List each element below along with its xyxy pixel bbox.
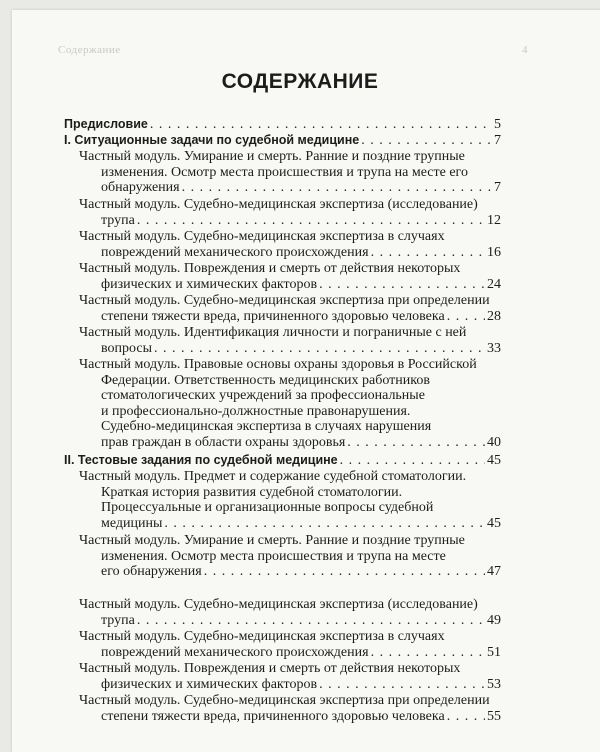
toc-entry-text: Частный модуль. Судебно-медицинская экспертиза (исследование) — [79, 197, 478, 212]
toc-entry-text: изменения. Осмотр места происшествия и трупа на месте его — [101, 164, 468, 180]
toc-entry-text: обнаружения — [101, 180, 180, 196]
toc-section-entry[interactable] — [64, 453, 501, 469]
toc-page-number: 33 — [487, 340, 501, 356]
toc-module-entry[interactable] — [79, 325, 501, 356]
toc-module-entry[interactable] — [79, 149, 501, 196]
toc-leader-dots — [319, 677, 485, 693]
toc-entry-text: стоматологических учреждений за профессиональные — [101, 388, 425, 404]
toc-page-number: 47 — [487, 564, 501, 580]
toc-entry-text: повреждений механического происхождения — [101, 244, 369, 260]
show-through-page-number: 4 — [522, 44, 528, 56]
show-through-header-text: Содержание — [58, 44, 121, 56]
toc-module-entry[interactable] — [79, 469, 501, 531]
toc-leader-dots — [204, 564, 485, 580]
toc-page-number: 51 — [487, 644, 501, 660]
toc-page-number: 28 — [487, 308, 501, 324]
toc-module-entry[interactable] — [79, 293, 501, 324]
toc-entry-text: степени тяжести вреда, причиненного здоровью человека — [101, 708, 445, 724]
toc-section-entry[interactable] — [64, 117, 501, 133]
toc-entry-text: Предисловие — [64, 117, 148, 131]
toc-leader-dots — [447, 709, 485, 725]
toc-leader-dots — [154, 341, 485, 357]
toc-entry-text: Частный модуль. Повреждения и смерть от действия некоторых — [79, 261, 461, 276]
toc-leader-dots — [137, 213, 485, 229]
toc-leader-dots — [150, 117, 492, 133]
toc-leader-dots — [371, 245, 485, 261]
toc-entry-text: Частный модуль. Умирание и смерть. Ранние и поздние трупные — [79, 149, 465, 164]
toc-entry-text: изменения. Осмотр места происшествия и трупа на месте — [101, 548, 446, 564]
toc-page-number: 24 — [487, 276, 501, 292]
toc-entry-text: II. Тестовые задания по судебной медицине — [64, 453, 338, 467]
toc-module-entry[interactable] — [79, 533, 501, 580]
toc-entry-text: Частный модуль. Судебно-медицинская экспертиза в случаях — [79, 629, 445, 644]
page-title: СОДЕРЖАНИЕ — [221, 70, 379, 93]
toc-entry-text: Судебно-медицинская экспертиза в случаях нарушения — [101, 419, 432, 435]
toc-entry-text: физических и химических факторов — [101, 676, 318, 692]
toc-entry-text: I. Ситуационные задачи по судебной медицине — [64, 133, 360, 147]
toc-module-entry[interactable] — [79, 629, 501, 660]
toc-entry-text: и профессионально-должностные правонарушения. — [101, 403, 411, 419]
toc-module-entry[interactable] — [79, 661, 501, 692]
toc-entry-text: прав граждан в области охраны здоровья — [101, 434, 346, 450]
toc-entry-text: трупа — [101, 212, 135, 228]
toc-entry-text: Частный модуль. Правовые основы охраны здоровья в Российской — [79, 357, 477, 372]
toc-module-entry[interactable] — [79, 693, 501, 724]
toc-page-number: 53 — [487, 676, 501, 692]
toc-leader-dots — [361, 133, 492, 149]
toc-entry-text: Краткая история развития судебной стоматологии. — [101, 484, 403, 500]
toc-page-number: 16 — [487, 244, 501, 260]
toc-leader-dots — [447, 309, 485, 325]
toc-page-number: 45 — [487, 453, 501, 468]
toc-module-entry[interactable] — [79, 597, 501, 628]
toc-entry-text: трупа — [101, 612, 135, 628]
toc-entry-text: Процессуальные и организационные вопросы судебной — [101, 500, 434, 516]
toc-entry-text: Частный модуль. Судебно-медицинская экспертиза (исследование) — [79, 597, 478, 612]
toc-leader-dots — [347, 435, 485, 451]
toc-page-number: 7 — [494, 180, 501, 196]
toc-entry-text: Федерации. Ответственность медицинских работников — [101, 372, 430, 388]
toc-entry-text: медицины — [101, 515, 163, 531]
toc-leader-dots — [319, 277, 485, 293]
toc-page-number: 40 — [487, 434, 501, 450]
toc-entry-text: степени тяжести вреда, причиненного здоровью человека — [101, 308, 445, 324]
toc-leader-dots — [182, 180, 492, 196]
toc-page-number: 7 — [494, 133, 501, 148]
toc-leader-dots — [340, 453, 485, 469]
toc-section-entry[interactable] — [64, 133, 501, 149]
toc-entry-text: Частный модуль. Судебно-медицинская экспертиза при определении — [79, 293, 490, 308]
toc-entry-text: Частный модуль. Судебно-медицинская экспертиза в случаях — [79, 229, 445, 244]
toc-entry-text: Частный модуль. Умирание и смерть. Ранние и поздние трупные — [79, 533, 465, 548]
toc-entry-text: Частный модуль. Идентификация личности и пограничные с ней — [79, 325, 467, 340]
toc-leader-dots — [371, 645, 485, 661]
toc-module-entry[interactable] — [79, 357, 501, 451]
toc-leader-dots — [164, 516, 485, 532]
toc-module-entry[interactable] — [79, 197, 501, 228]
toc-entry-text: Частный модуль. Судебно-медицинская экспертиза при определении — [79, 693, 490, 708]
toc-entry-text: вопросы — [101, 340, 152, 356]
toc-entry-text: Частный модуль. Повреждения и смерть от действия некоторых — [79, 661, 461, 676]
toc-page-number: 12 — [487, 212, 501, 228]
toc-page-number: 45 — [487, 515, 501, 531]
toc-entry-text: повреждений механического происхождения — [101, 644, 369, 660]
toc-page-number: 49 — [487, 612, 501, 628]
toc-module-entry[interactable] — [79, 229, 501, 260]
toc-entry-text: физических и химических факторов — [101, 276, 318, 292]
toc-entry-text: его обнаружения — [101, 564, 202, 580]
toc-module-entry[interactable] — [79, 261, 501, 292]
toc-page-number: 5 — [494, 117, 501, 132]
toc-leader-dots — [137, 613, 485, 629]
toc-page-number: 55 — [487, 708, 501, 724]
toc-entry-text: Частный модуль. Предмет и содержание судебной стоматологии. — [79, 469, 467, 484]
